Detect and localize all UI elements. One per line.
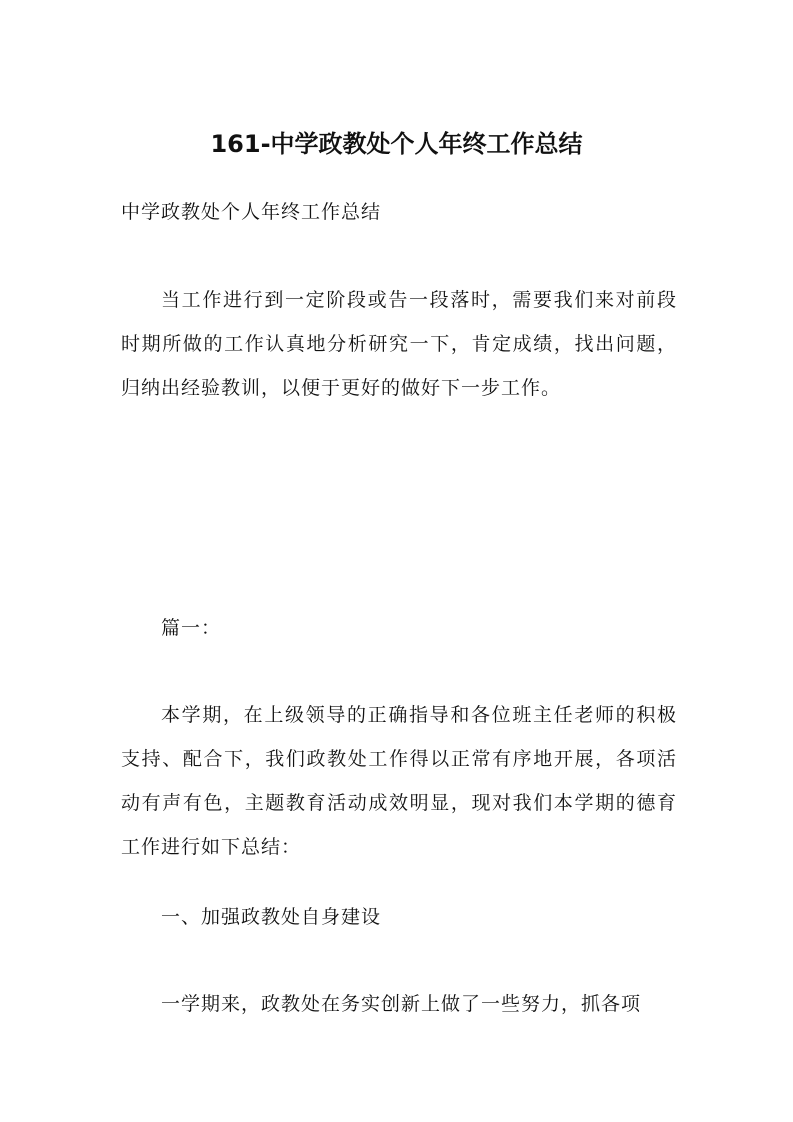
document-title: 161-中学政教处个人年终工作总结 (210, 130, 583, 158)
section-heading-self-building: 一、加强政教处自身建设 (161, 906, 382, 928)
paragraph-intro: 当工作进行到一定阶段或告一段落时，需要我们来对前段时期所做的工作认真地分析研究一下，肯定成绩，找出问题，归纳出经验教训，以便于更好的做好下一步工作。 (121, 289, 677, 399)
document-subtitle: 中学政教处个人年终工作总结 (121, 201, 382, 223)
section-label-part-one: 篇一： (161, 617, 222, 639)
paragraph-semester-overview: 本学期，在上级领导的正确指导和各位班主任老师的积极支持、配合下，我们政教处工作得以正常有序地开展，各项活动有声有色，主题教育活动成效明显，现对我们本学期的德育工作进行如下总结： (121, 704, 677, 858)
paragraph-self-building: 一学期来，政教处在务实创新上做了一些努力，抓各项 (161, 993, 642, 1015)
